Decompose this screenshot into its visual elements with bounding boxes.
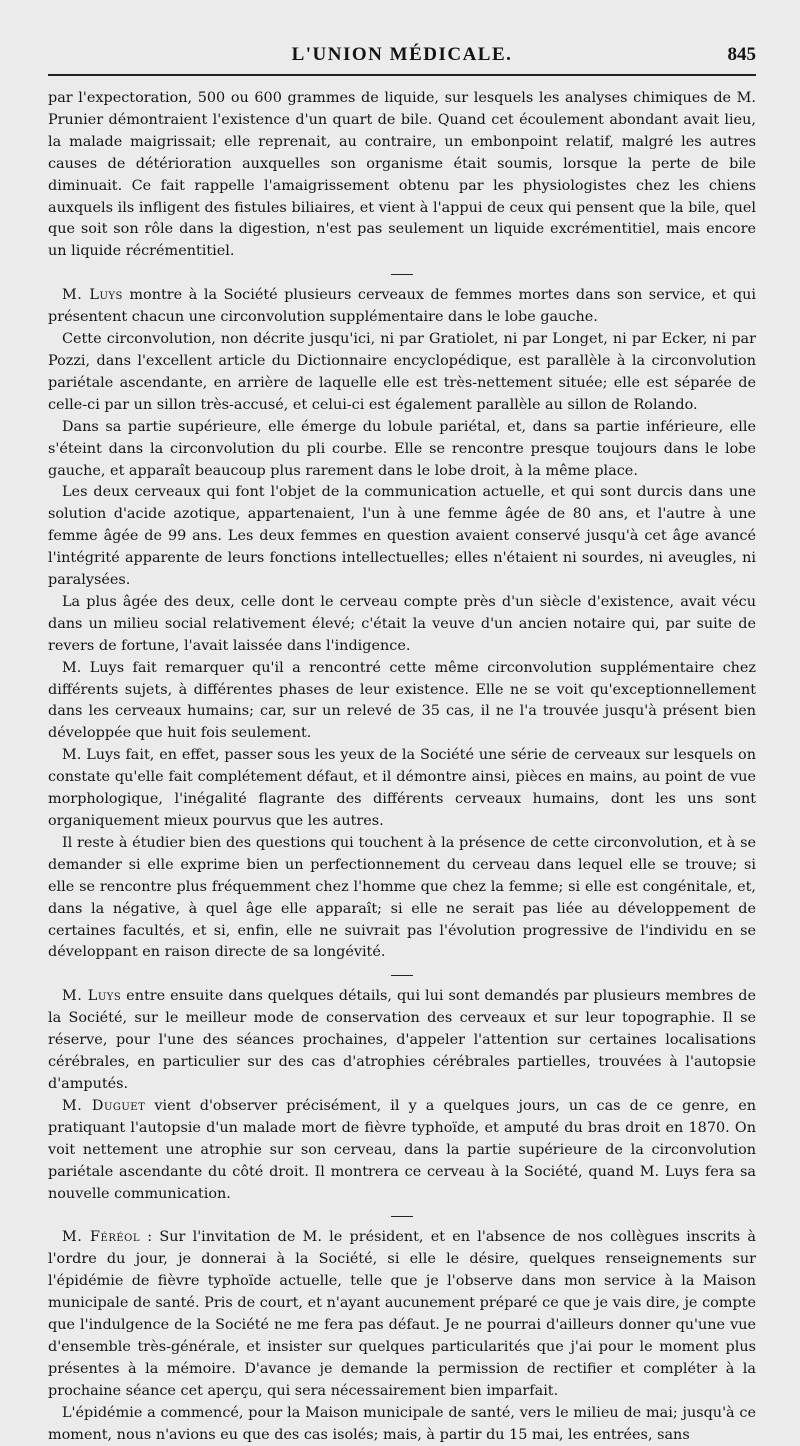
paragraph: La plus âgée des deux, celle dont le cerveau compte près d'un siècle d'existence, avait vécu dans un milieu social relativement élevé; c'était la veuve d'un ancien notaire qui, par suite de revers de fortune, l'avait laissée dans l'indigence. xyxy=(48,593,756,654)
running-title: L'UNION MÉDICALE. xyxy=(291,44,513,65)
paragraph xyxy=(48,1096,756,1206)
paragraph: L'épidémie a commencé, pour la Maison municipale de santé, vers le milieu de mai; jusqu'à ce moment, nous n'avions eu que des cas isolés; mais, à partir du 15 mai, les entrées, sans xyxy=(48,1404,756,1443)
paragraph xyxy=(48,1227,756,1402)
paragraph-text: vient d'observer précisément, il y a quelques jours, un cas de ce genre, en pratiquant l'autopsie d'un malade mort de fièvre typhoïde, et amputé du bras droit en 1870. On voit nettement une atrophie sur son cerveau, dans la partie supérieure de la circonvolution pariétale ascendante du côté droit. Il montrera ce cerveau à la Société, quand M. Luys fera sa nouvelle communication. xyxy=(48,1097,756,1202)
paragraph: M. Luys fait, en effet, passer sous les yeux de la Société une série de cerveaux sur lesquels on constate qu'elle fait complétement défaut, et il démontre ainsi, pièces en mains, au point de vue morphologique, l'inégalité flagrante des différents cerveaux humains, dont les uns sont organiquement mieux pourvus que les autres. xyxy=(48,747,756,829)
article-body xyxy=(48,88,756,1446)
paragraph-text: : Sur l'invitation de M. le président, et en l'absence de nos collègues inscrits à l'ordre du jour, je donnerai à la Société, si elle le désire, quelques renseignements sur l'épidémie de fièvre typhoïde actuelle, telle que je l'observe dans mon service à la Maison municipale de santé. Pris de court, et n'ayant aucunement préparé ce que je vais dire, je compte que l'indulgence de la Société ne me fera pas défaut. Je ne pourrai d'ailleurs donner qu'une vue d'ensemble très-générale, et insister sur quelques particularités que j'ai pour le moment plus présentes à la mémoire. D'avance je demande la permission de rectifier et compléter à la prochaine séance cet aperçu, qui sera nécessairement bien imparfait. xyxy=(48,1229,757,1399)
paragraph: Cette circonvolution, non décrite jusqu'ici, ni par Gratiolet, ni par Longet, ni par Ecker, ni par Pozzi, dans l'excellent article du Dictionnaire encyclopédique, est parallèle à la circonvolution pariétale ascendante, en arrière de laquelle elle est très-nettement située; elle est séparée de celle-ci par un sillon très-accusé, et celui-ci est également parallèle au sillon de Rolando. xyxy=(48,331,756,413)
page-header xyxy=(48,0,756,65)
speaker-name: M. Luys xyxy=(62,287,123,304)
paragraph: M. Luys fait remarquer qu'il a rencontré cette même circonvolution supplémentaire chez différents sujets, à différentes phases de leur existence. Elle ne se voit qu'exceptionnellement dans les cerveaux humains; car, sur un relevé de 35 cas, il ne l'a trouvée jusqu'à présent bien développée que huit fois seulement. xyxy=(48,659,756,742)
paragraph: Dans sa partie supérieure, elle émerge du lobule pariétal, et, dans sa partie inférieure, elle s'éteint dans la circonvolution du pli courbe. Elle se rencontre presque toujours dans le lobe gauche, et apparaît beaucoup plus rarement dans le lobe droit, à la même place. xyxy=(48,418,756,479)
paragraph: Il reste à étudier bien des questions qui touchent à la présence de cette circonvolution, et à se demander si elle exprime bien un perfectionnement du cerveau dans lequel elle se trouve; si elle se rencontre plus fréquemment chez l'homme que chez la femme; si elle est congénitale, et, dans la négative, à quel âge elle apparaît; si elle ne serait pas liée au développement de certaines facultés, et si, enfin, elle ne suivrait pas l'évolution progressive de l'individu en se développant en raison directe de sa longévité. xyxy=(48,834,756,961)
header-rule xyxy=(48,74,756,76)
paragraph: Les deux cerveaux qui font l'objet de la communication actuelle, et qui sont durcis dans une solution d'acide azotique, appartenaient, l'un à une femme âgée de 80 ans, et l'autre à une femme âgée de 99 ans. Les deux femmes en question avaient conservé jusqu'à cet âge avancé l'intégrité apparente de leurs fonctions intellectuelles; elles n'étaient ni sourdes, ni aveugles, ni paralysées. xyxy=(48,484,756,589)
speaker-name: M. Féréol xyxy=(62,1229,141,1246)
section-separator xyxy=(48,964,756,986)
paragraph-text: entre ensuite dans quelques détails, qui lui sont demandés par plusieurs membres de la Société, sur le meilleur mode de conservation des cerveaux et sur leur topographie. Il se réserve, pour l'une des séances prochaines, d'appeler l'attention sur certaines localisations cérébrales, en particulier sur des cas d'atrophies cérébrales partielles, trouvées à l'autopsie d'amputés. xyxy=(48,988,756,1092)
speaker-name: M. Luys xyxy=(62,988,122,1005)
paragraph xyxy=(48,285,756,329)
section-separator xyxy=(48,263,756,285)
paragraph: par l'expectoration, 500 ou 600 grammes de liquide, sur lesquels les analyses chimiques de M. Prunier démontraient l'existence d'un quart de bile. Quand cet écoulement abondant avait lieu, la malade maigrissait; elle reprenait, au contraire, un embonpoint relatif, malgré les autres causes de détérioration auxquelles son organisme était soumis, lorsque la perte de bile diminuait. Ce fait rappelle l'amaigrissement obtenu par les physiologistes chez les chiens auxquels ils infligent des fistules biliaires, et vient à l'appui de ceux qui pensent que la bile, quel que soit son rôle dans la digestion, n'est pas seulement un liquide excrémentitiel, mais encore un liquide récrémentitiel. xyxy=(48,90,756,260)
paragraph xyxy=(48,986,756,1096)
paragraph-text: montre à la Société plusieurs cerveaux de femmes mortes dans son service, et qui présentent chacun une circonvolution supplémentaire dans le lobe gauche. xyxy=(48,287,757,326)
page-number: 845 xyxy=(727,44,756,65)
section-separator xyxy=(48,1205,756,1227)
speaker-name: M. Duguet xyxy=(62,1097,146,1114)
